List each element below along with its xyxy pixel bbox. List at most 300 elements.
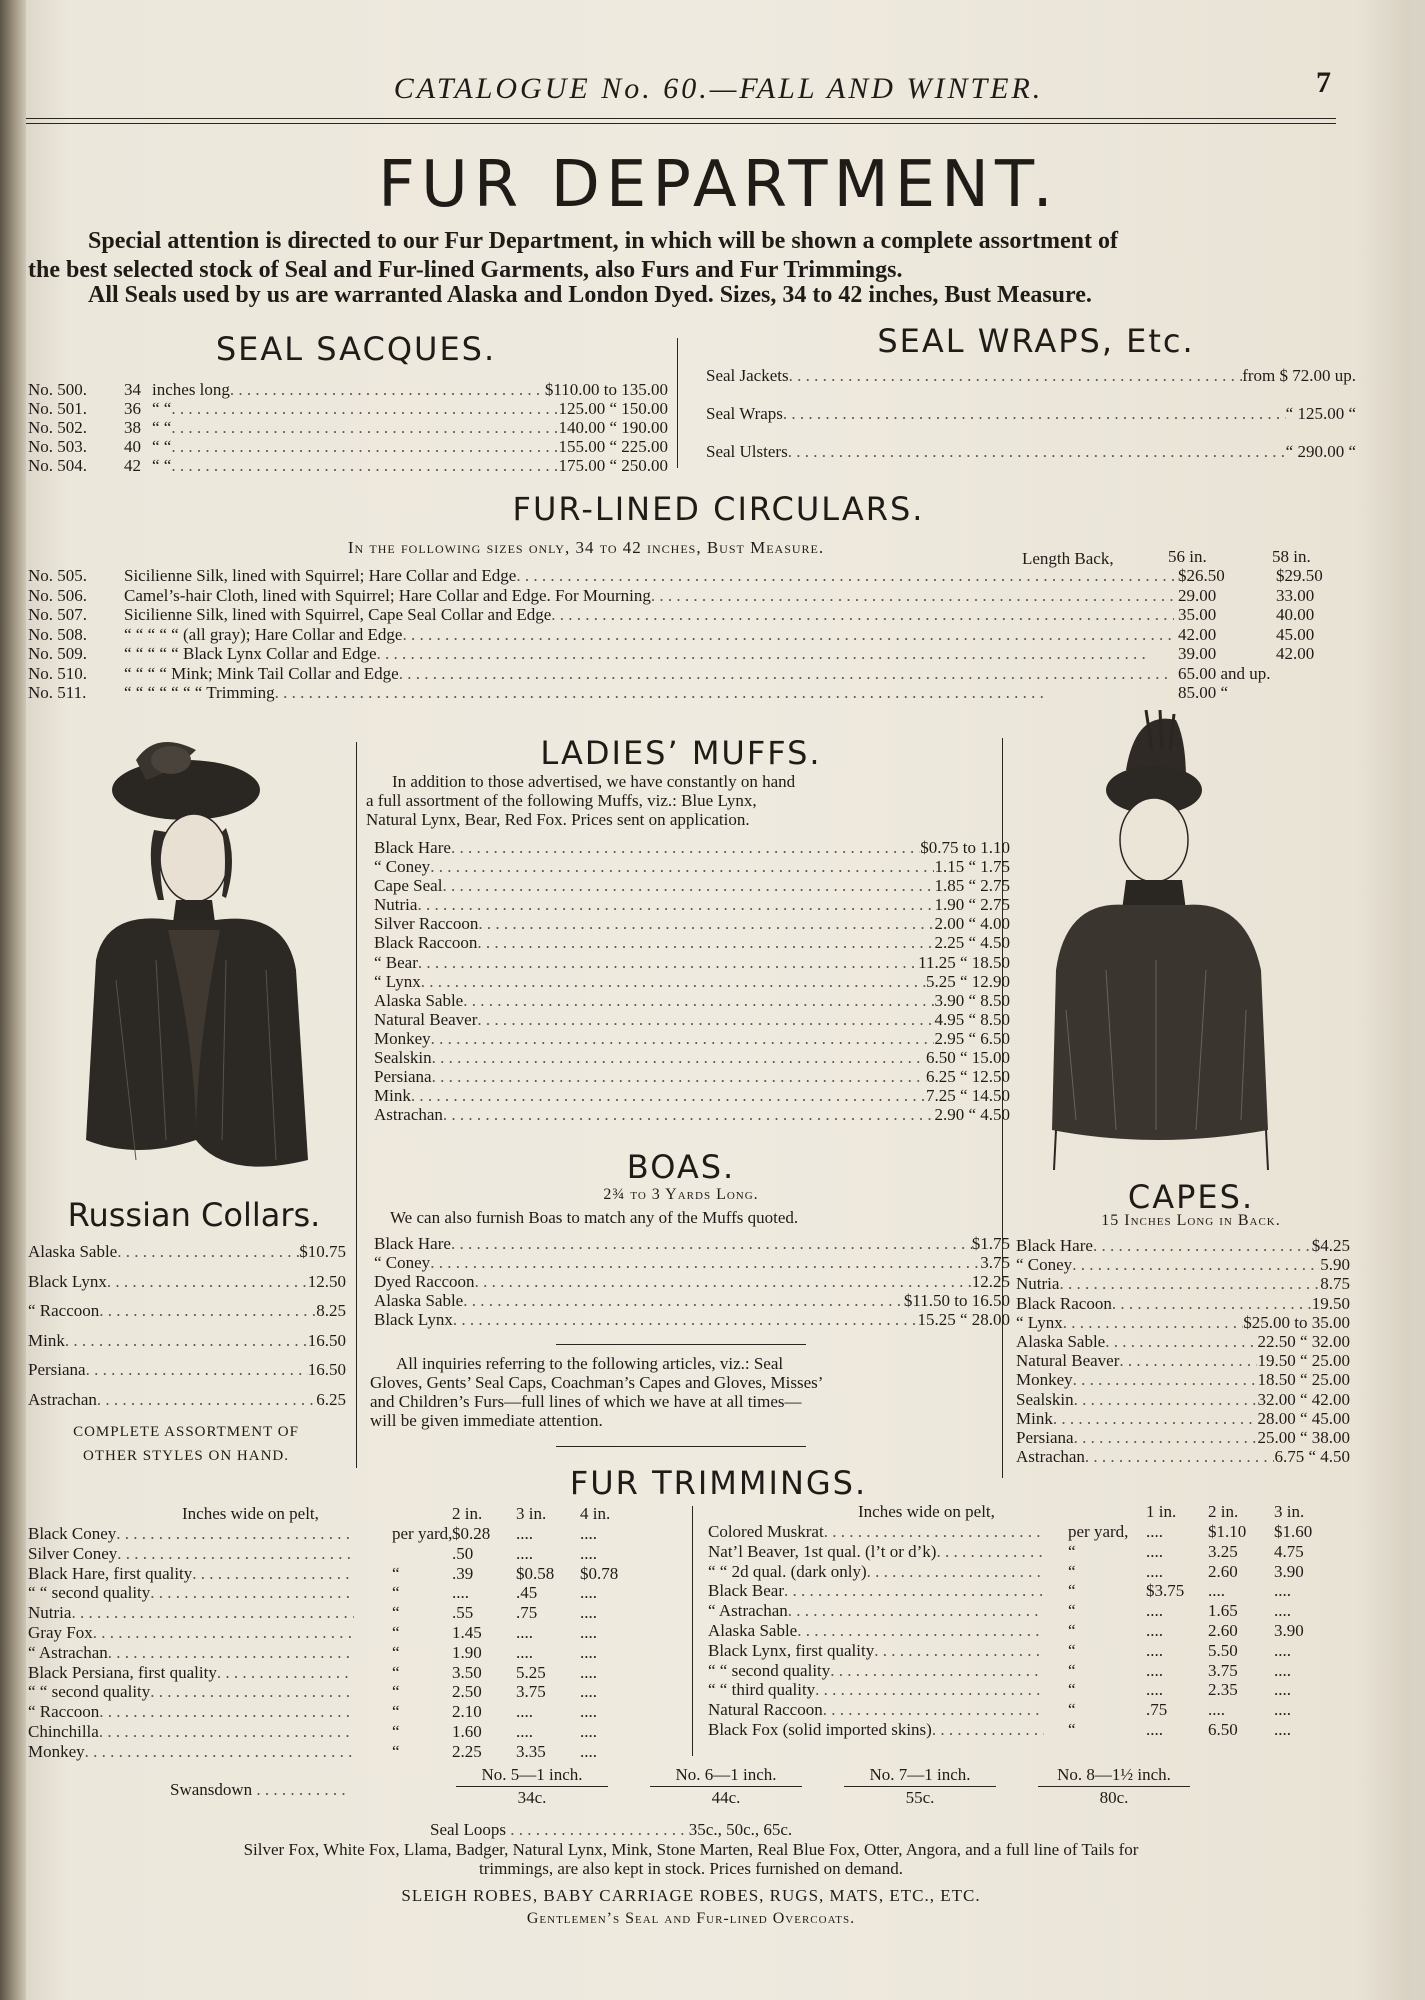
trim-name-text: “ “ second quality — [28, 1682, 151, 1702]
muff-row-price: 1.15 “ 1.75 — [934, 857, 1010, 877]
circular-row — [28, 664, 1328, 684]
trim-name — [708, 1522, 1044, 1541]
trim-c2: .... — [1208, 1700, 1225, 1720]
sacque-leader — [230, 380, 545, 399]
sacque-size: 40 — [124, 437, 141, 456]
trim-leader — [117, 1544, 354, 1563]
muff-row-price: $0.75 to 1.10 — [920, 838, 1010, 857]
cape-row-leader — [1093, 1236, 1312, 1255]
trim-c3: .... — [580, 1622, 597, 1642]
muff-row-price: 2.95 “ 6.50 — [934, 1028, 1010, 1048]
trim-c1: .... — [1146, 1660, 1163, 1680]
circular-desc-text: “ “ “ “ “ “ “ Trimming — [124, 683, 275, 702]
circular-desc-text: “ “ “ “ “ Black Lynx Collar and Edge — [124, 644, 377, 663]
trim-header — [28, 1504, 668, 1524]
collar-row-name: Black Lynx — [28, 1271, 107, 1291]
collar-row — [28, 1360, 346, 1390]
trim-c1: .... — [1146, 1601, 1163, 1621]
muff-row-leader — [443, 1105, 935, 1124]
trim-unit: “ — [392, 1583, 400, 1603]
muff-row — [374, 1067, 1010, 1086]
trim-unit: “ — [1068, 1640, 1076, 1660]
sacque-desc — [152, 418, 668, 437]
trim-row — [708, 1601, 1358, 1621]
circular-price-56: 39.00 — [1178, 644, 1217, 663]
footer-note — [26, 1840, 1356, 1878]
boas-note-2: Gloves, Gents’ Seal Caps, Coachman’s Capes and Gloves, Misses’ — [370, 1373, 824, 1392]
muff-row-price: 4.95 “ 8.50 — [934, 1009, 1010, 1029]
trim-unit: “ — [1068, 1581, 1076, 1601]
collars-footer-2: OTHER STYLES ON HAND. — [83, 1448, 289, 1464]
circular-price-58: 42.00 — [1276, 644, 1315, 663]
boas-list — [374, 1234, 1010, 1329]
trim-unit: “ — [392, 1563, 400, 1583]
cape-row — [1016, 1332, 1350, 1351]
trim-row — [708, 1621, 1358, 1641]
muff-row-name: Monkey — [374, 1028, 431, 1048]
cape-row — [1016, 1274, 1350, 1293]
trim-c2: 3.35 — [516, 1741, 546, 1761]
circular-desc — [124, 683, 1174, 702]
trim-name — [28, 1623, 354, 1642]
trim-leader — [823, 1700, 1044, 1719]
circulars-length-label: Length Back, — [1022, 549, 1114, 568]
boas-divider-2 — [556, 1446, 806, 1447]
trim-c2: .... — [516, 1543, 533, 1563]
footer-line-4: Gentlemen’s Seal and Fur-lined Overcoats. — [526, 1910, 856, 1927]
circular-number: No. 506. — [28, 585, 88, 605]
trim-c3: $0.78 — [580, 1563, 619, 1583]
trim-c3: 3.90 — [1274, 1561, 1304, 1581]
muff-row-name: Mink — [374, 1086, 411, 1106]
collar-row-price: 6.25 — [316, 1389, 346, 1409]
cape-row-price: 5.90 — [1320, 1255, 1350, 1275]
sacque-desc — [152, 380, 668, 399]
muff-row-leader — [421, 972, 926, 991]
boas-title: BOAS. — [626, 1148, 736, 1186]
muff-row — [374, 933, 1010, 952]
trim-unit: “ — [1068, 1620, 1076, 1640]
circular-price-56: 35.00 — [1178, 605, 1217, 624]
collar-row-leader — [65, 1331, 308, 1361]
swansdown-price: 34c. — [517, 1788, 547, 1807]
boas-note-4: will be given immediate attention. — [370, 1411, 603, 1430]
circular-number: No. 507. — [28, 605, 88, 624]
trim-c3: $1.60 — [1274, 1522, 1313, 1541]
trim-name-text: “ Astrachan — [708, 1601, 788, 1621]
collar-row — [28, 1272, 346, 1302]
circular-price-56: 65.00 and up. — [1178, 663, 1271, 683]
muff-row-price: 2.25 “ 4.50 — [934, 933, 1010, 953]
trim-c3: .... — [580, 1603, 597, 1623]
sacque-row — [28, 437, 668, 456]
trim-c1: 2.25 — [452, 1741, 482, 1761]
swansdown-label: Swansdown . . . . . . . . . . . — [170, 1780, 346, 1799]
trim-c2: 2.60 — [1208, 1561, 1238, 1581]
sacque-price: $110.00 to 135.00 — [544, 380, 668, 399]
muff-row-name: “ Coney — [374, 857, 431, 877]
circular-row — [28, 625, 1328, 645]
trim-name-text: Alaska Sable — [708, 1620, 798, 1640]
main-title: FUR DEPARTMENT. — [378, 148, 1059, 222]
trim-row — [28, 1682, 668, 1702]
trim-c3: 4.75 — [1274, 1541, 1304, 1561]
trim-header-label: Inches wide on pelt, — [858, 1502, 995, 1521]
wrap-row-name: Seal Ulsters — [706, 442, 788, 461]
trim-c1: .... — [1146, 1640, 1163, 1660]
intro-line-3: All Seals used by us are warranted Alaska and London Dyed. Sizes, 34 to 42 inches, Bust Measure. — [88, 282, 1092, 308]
muff-row-leader — [418, 953, 918, 972]
sacque-leader — [171, 399, 558, 418]
circular-desc — [124, 644, 1174, 663]
muff-row-leader — [477, 933, 934, 952]
seal-loops: Seal Loops . . . . . . . . . . . . . . . . . . . . . 35c., 50c., 65c. — [430, 1820, 793, 1839]
trim-leader — [192, 1564, 354, 1583]
trim-name-text: Black Bear — [708, 1581, 784, 1601]
trim-leader — [788, 1601, 1044, 1620]
collar-row-price: 16.50 — [307, 1330, 346, 1350]
muff-row — [374, 1010, 1010, 1029]
circular-leader — [377, 644, 1174, 663]
trim-unit: “ — [392, 1741, 400, 1761]
sacque-desc — [152, 456, 668, 475]
trim-unit: “ — [1068, 1680, 1076, 1700]
circular-number: No. 508. — [28, 624, 88, 644]
trim-unit: “ — [1068, 1601, 1076, 1621]
trim-header-label: Inches wide on pelt, — [182, 1504, 319, 1523]
trim-leader — [150, 1682, 354, 1701]
column-divider-left — [356, 742, 357, 1468]
intro-line-2: the best selected stock of Seal and Fur-lined Garments, also Furs and Fur Trimmings. — [28, 257, 903, 283]
muffs-intro-3: Natural Lynx, Bear, Red Fox. Prices sent on application. — [366, 810, 750, 829]
trim-name — [708, 1720, 1044, 1739]
cape-row-name: Nutria — [1016, 1274, 1060, 1294]
trim-c1: 2.10 — [452, 1702, 482, 1722]
boa-row — [374, 1253, 1010, 1272]
cape-row — [1016, 1313, 1350, 1332]
cape-row-price: 28.00 “ 45.00 — [1257, 1408, 1350, 1428]
cape-row-name: Alaska Sable — [1016, 1331, 1106, 1351]
cape-row-price: 18.50 “ 25.00 — [1257, 1370, 1350, 1390]
cape-row — [1016, 1294, 1350, 1313]
trim-name — [28, 1702, 354, 1721]
trim-c3: .... — [1274, 1719, 1291, 1739]
swansdown-number: No. 6—1 inch. — [650, 1764, 802, 1787]
trim-name-text: Black Fox (solid imported skins) — [708, 1719, 932, 1739]
muff-row-price: 3.90 “ 8.50 — [934, 990, 1010, 1010]
muff-row-name: Black Hare — [374, 838, 451, 857]
trim-c3: .... — [1274, 1640, 1291, 1660]
cape-row-leader — [1112, 1294, 1312, 1313]
collar-row — [28, 1331, 346, 1361]
trim-c1: .... — [452, 1583, 469, 1603]
muff-row — [374, 1105, 1010, 1124]
boas-note-3: and Children’s Furs—full lines of which we have at all times— — [370, 1392, 802, 1411]
circular-desc-text: “ “ “ “ “ (all gray); Hare Collar and Edge — [124, 624, 403, 644]
cape-row-price: $4.25 — [1311, 1236, 1350, 1255]
sacque-row — [28, 380, 668, 399]
trim-name-text: Black Coney — [28, 1524, 117, 1543]
boas-subtitle: 2¾ to 3 Yards Long. — [603, 1186, 759, 1203]
trim-unit: “ — [1068, 1700, 1076, 1720]
trim-c1: .55 — [452, 1603, 474, 1623]
muff-row-leader — [478, 914, 934, 933]
trim-c2: .... — [516, 1622, 533, 1642]
circular-number: No. 510. — [28, 663, 88, 683]
muff-row — [374, 876, 1010, 895]
trim-name — [28, 1564, 354, 1583]
swansdown-item — [844, 1764, 996, 1809]
trim-row — [708, 1641, 1358, 1661]
boa-row — [374, 1272, 1010, 1291]
boa-row-price: 15.25 “ 28.00 — [917, 1310, 1010, 1329]
circular-desc-text: Camel’s-hair Cloth, lined with Squirrel; Hare Collar and Edge. For Mourning — [124, 585, 651, 605]
trim-row — [28, 1643, 668, 1663]
circular-desc — [124, 625, 1174, 644]
circular-price-56: 29.00 — [1178, 585, 1217, 605]
circular-desc — [124, 586, 1174, 605]
trim-name-text: “ “ second quality — [708, 1660, 831, 1680]
trim-c3: .... — [580, 1682, 597, 1702]
sacque-price: 175.00 “ 250.00 — [558, 456, 668, 475]
boa-row — [374, 1310, 1010, 1329]
circular-number: No. 509. — [28, 644, 88, 663]
circular-price-58: 33.00 — [1276, 585, 1315, 605]
trim-header-c1: 2 in. — [452, 1504, 483, 1523]
trim-c3: .... — [580, 1721, 597, 1741]
trim-c2: 3.25 — [1208, 1541, 1238, 1561]
boa-row-price: $1.75 — [971, 1234, 1010, 1253]
muff-row — [374, 953, 1010, 972]
sacque-number: No. 502. — [28, 418, 88, 437]
trim-leader — [99, 1722, 354, 1741]
trim-name — [28, 1603, 354, 1622]
muff-row-price: 11.25 “ 18.50 — [918, 952, 1010, 972]
collar-row-price: 16.50 — [307, 1360, 346, 1379]
muff-row-name: Alaska Sable — [374, 990, 464, 1010]
trim-c3: .... — [1274, 1680, 1291, 1700]
muff-row-name: Natural Beaver — [374, 1009, 478, 1029]
muffs-intro-2: a full assortment of the following Muffs, viz.: Blue Lynx, — [366, 791, 757, 810]
circular-leader — [275, 683, 1174, 702]
muff-row-leader — [431, 1029, 935, 1048]
boa-row-leader — [430, 1253, 980, 1272]
intro-line-1: Special attention is directed to our Fur Department, in which will be shown a complete assortment of — [88, 228, 1118, 254]
swansdown-item — [456, 1764, 608, 1809]
trim-c1: .... — [1146, 1561, 1163, 1581]
header-rule-2 — [26, 123, 1336, 124]
muff-row-leader — [432, 1067, 926, 1086]
trim-c1: 1.45 — [452, 1622, 482, 1642]
trim-row — [708, 1700, 1358, 1720]
trim-c2: $1.10 — [1208, 1522, 1247, 1541]
trim-row — [708, 1680, 1358, 1700]
trim-name-text: “ “ second quality — [28, 1583, 151, 1603]
trim-header-c2: 2 in. — [1208, 1502, 1239, 1521]
muffs-intro — [366, 772, 996, 829]
cape-row-price: 8.75 — [1320, 1274, 1350, 1294]
wrap-row — [706, 366, 1356, 404]
trimmings-title: FUR TRIMMINGS. — [569, 1464, 868, 1502]
trim-c2: 5.50 — [1208, 1640, 1238, 1660]
boas-note — [370, 1354, 990, 1430]
swansdown-number: No. 8—1½ inch. — [1038, 1764, 1190, 1787]
muff-row-leader — [451, 838, 920, 857]
trimmings-divider — [692, 1506, 693, 1756]
trim-c2: .... — [516, 1721, 533, 1741]
trim-c3: .... — [580, 1583, 597, 1603]
muff-row-price: 2.00 “ 4.00 — [934, 914, 1010, 934]
trim-c3: .... — [580, 1642, 597, 1662]
trim-c2: 3.75 — [516, 1682, 546, 1702]
seal-wraps-title: SEAL WRAPS, Etc. — [877, 322, 1195, 360]
circular-leader — [516, 566, 1174, 585]
trim-unit: “ — [392, 1662, 400, 1682]
trim-c2: .... — [516, 1702, 533, 1722]
trim-c3: .... — [1274, 1601, 1291, 1621]
muff-row-name: “ Lynx — [374, 971, 421, 991]
trim-unit: “ — [392, 1622, 400, 1642]
header-rule — [26, 118, 1336, 119]
trim-c3: .... — [580, 1662, 597, 1682]
wrap-row-price: “ 290.00 “ — [1285, 442, 1356, 461]
cape-row — [1016, 1370, 1350, 1389]
trim-leader — [867, 1562, 1044, 1581]
wrap-row-leader — [783, 404, 1286, 442]
trim-c1: 3.50 — [452, 1662, 482, 1682]
trim-c1: .... — [1146, 1620, 1163, 1640]
trim-name — [708, 1700, 1044, 1719]
muff-row-price: 1.85 “ 2.75 — [934, 876, 1010, 896]
trim-c3: .... — [580, 1524, 597, 1543]
muff-row-price: 7.25 “ 14.50 — [925, 1086, 1010, 1106]
boa-row-name: “ Coney — [374, 1253, 431, 1272]
trim-header-c1: 1 in. — [1146, 1502, 1177, 1521]
cape-row — [1016, 1236, 1350, 1255]
circular-leader — [399, 664, 1174, 683]
seal-sacques-list — [28, 380, 668, 475]
trim-row — [28, 1583, 668, 1603]
trim-name — [28, 1722, 354, 1741]
footer-line-3: SLEIGH ROBES, BABY CARRIAGE ROBES, RUGS, MATS, ETC., ETC. — [401, 1886, 981, 1905]
trim-c1: .... — [1146, 1522, 1163, 1541]
trim-name — [708, 1542, 1044, 1561]
catalogue-page — [26, 0, 1411, 2000]
sacque-number: No. 503. — [28, 437, 88, 456]
collar-row-name: Persiana — [28, 1360, 86, 1379]
cape-row — [1016, 1351, 1350, 1370]
trim-c2: 3.75 — [1208, 1660, 1238, 1680]
circular-desc — [124, 605, 1174, 624]
trim-c2: 2.60 — [1208, 1620, 1238, 1640]
collar-row — [28, 1390, 346, 1420]
trim-c1: .39 — [452, 1563, 474, 1583]
circular-leader — [402, 625, 1174, 644]
trim-name-text: Black Lynx, first quality — [708, 1640, 875, 1660]
boa-row-leader — [475, 1272, 972, 1291]
circular-desc — [124, 566, 1174, 585]
cape-row-name: “ Coney — [1016, 1255, 1073, 1275]
sacque-desc — [152, 399, 668, 418]
wrap-row-name: Seal Wraps — [706, 404, 783, 423]
boas-note-1: All inquiries referring to the following articles, viz.: Seal — [396, 1354, 784, 1373]
sacque-desc-text: “ “ — [152, 456, 172, 475]
swansdown-price: 44c. — [711, 1788, 741, 1807]
trim-name — [708, 1581, 1044, 1600]
cape-row-leader — [1074, 1428, 1258, 1447]
trim-unit: “ — [392, 1682, 400, 1702]
circular-price-56: 85.00 “ — [1178, 683, 1229, 702]
circular-price-58: $29.50 — [1276, 566, 1323, 585]
wrap-row-price: “ 125.00 “ — [1285, 404, 1356, 423]
boa-row — [374, 1234, 1010, 1253]
collar-row-name: Alaska Sable — [28, 1242, 118, 1261]
sacque-row — [28, 399, 668, 418]
circular-desc-text: “ “ “ “ Mink; Mink Tail Collar and Edge — [124, 663, 399, 683]
muff-row — [374, 991, 1010, 1010]
circular-row — [28, 644, 1328, 664]
circular-desc-text: Sicilienne Silk, lined with Squirrel; Hare Collar and Edge — [124, 566, 517, 585]
trim-unit: “ — [1068, 1719, 1076, 1739]
cape-row-price: 6.75 “ 4.50 — [1274, 1447, 1350, 1467]
trim-name-text: “ “ third quality — [708, 1680, 816, 1700]
trim-name — [28, 1524, 354, 1543]
trim-unit: “ — [392, 1721, 400, 1741]
trim-leader — [116, 1524, 354, 1543]
trim-name-text: “ Raccoon — [28, 1702, 100, 1722]
trim-row — [708, 1661, 1358, 1681]
trim-row — [28, 1603, 668, 1623]
trim-leader — [85, 1742, 354, 1761]
collar-row-price: 12.50 — [307, 1271, 346, 1291]
muff-row-name: Black Raccoon — [374, 933, 478, 953]
trim-row — [708, 1522, 1358, 1542]
muffs-title: LADIES’ MUFFS. — [540, 734, 822, 772]
cape-row-name: Astrachan — [1016, 1447, 1085, 1467]
book-binding-edge — [0, 0, 26, 2000]
trim-leader — [932, 1720, 1044, 1739]
trim-name — [708, 1641, 1044, 1660]
sacque-desc-text: “ “ — [152, 437, 172, 456]
russian-collars-list — [28, 1242, 346, 1419]
sacque-row — [28, 418, 668, 437]
boa-row-price: 12.25 — [971, 1272, 1010, 1291]
wrap-row-price: from $ 72.00 up. — [1242, 366, 1356, 385]
trim-name-text: Monkey — [28, 1741, 85, 1761]
trim-c2: .45 — [516, 1583, 538, 1603]
muff-row-leader — [477, 1010, 934, 1029]
boas-intro: We can also furnish Boas to match any of the Muffs quoted. — [390, 1208, 799, 1227]
trim-name-text: “ Astrachan — [28, 1642, 108, 1662]
cape-row-leader — [1105, 1332, 1257, 1351]
wrap-row-leader — [788, 442, 1286, 480]
sacque-price: 155.00 “ 225.00 — [558, 437, 668, 456]
muff-row-price: 2.90 “ 4.50 — [934, 1105, 1010, 1125]
collar-row-price: $10.75 — [299, 1242, 346, 1261]
cape-row — [1016, 1428, 1350, 1447]
trim-leader — [93, 1623, 354, 1642]
muff-row — [374, 1048, 1010, 1067]
circular-number: No. 505. — [28, 566, 88, 585]
cape-row-leader — [1074, 1390, 1258, 1409]
circular-price-56: 42.00 — [1178, 624, 1217, 644]
trim-name — [28, 1663, 354, 1682]
muff-row-leader — [463, 991, 934, 1010]
trim-c3: .... — [580, 1702, 597, 1722]
trim-leader — [830, 1661, 1044, 1680]
collar-row-leader — [107, 1272, 308, 1302]
cape-row-leader — [1063, 1313, 1244, 1332]
